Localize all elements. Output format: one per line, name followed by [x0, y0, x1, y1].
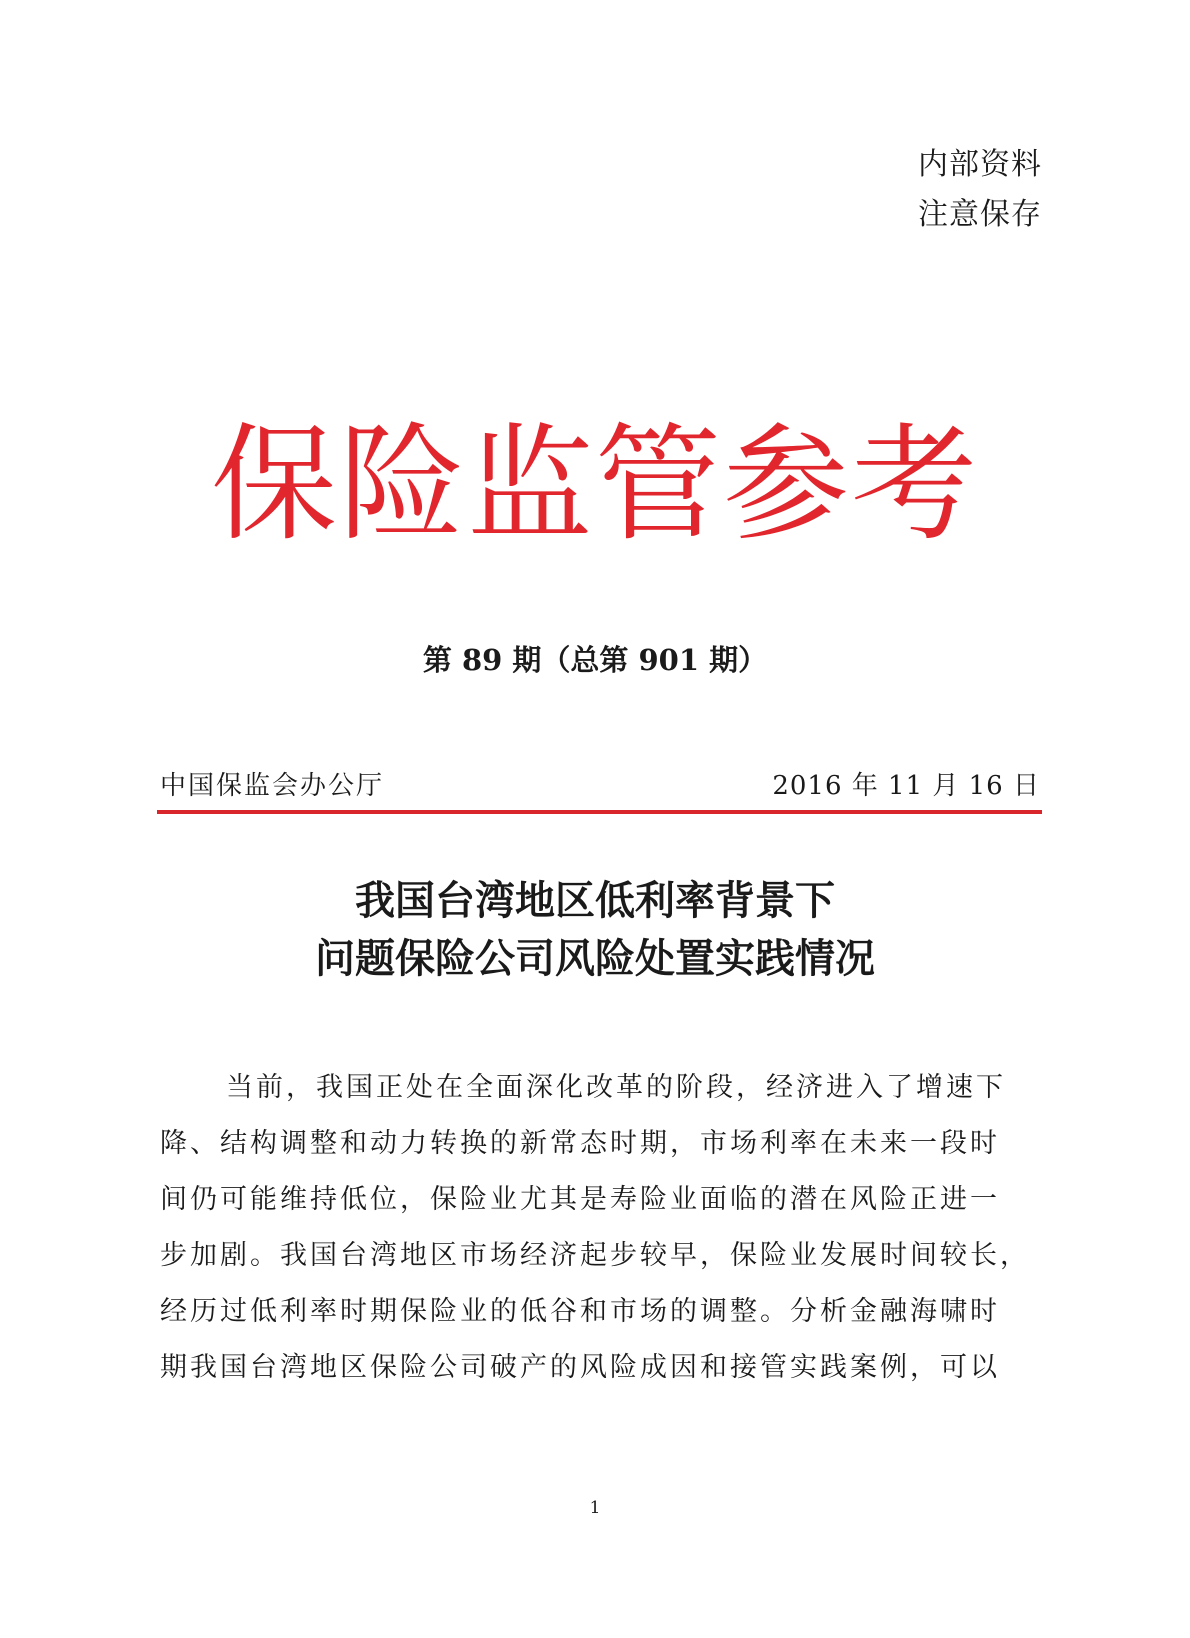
issue-number: 第 89 期（总第 901 期）: [422, 643, 768, 677]
body-line: 当前，我国正处在全面深化改革的阶段，经济进入了增速下: [226, 1072, 1006, 1103]
issuer-row: [160, 766, 1040, 806]
classification-mark: [918, 140, 1042, 240]
classification-line-internal: 内部资料: [918, 147, 1042, 182]
body-line: 期我国台湾地区保险公司破产的风险成因和接管实践案例，可以: [160, 1352, 1000, 1383]
body-line: 经历过低利率时期保险业的低谷和市场的调整。分析金融海啸时: [160, 1296, 1000, 1327]
body-paragraph: [160, 1060, 1040, 1396]
body-line: 步加剧。我国台湾地区市场经济起步较早，保险业发展时间较长，: [160, 1240, 1030, 1271]
masthead-title: 保险监管参考: [211, 411, 979, 558]
body-line: 降、结构调整和动力转换的新常态时期，市场利率在未来一段时: [160, 1128, 1000, 1159]
page-number: 1: [589, 1498, 601, 1518]
body-line: 间仍可能维持低位，保险业尤其是寿险业面临的潜在风险正进一: [160, 1184, 1000, 1215]
article-title: [0, 872, 1190, 988]
issuer-name: 中国保监会办公厅: [160, 771, 385, 801]
classification-line-keep: 注意保存: [918, 197, 1042, 232]
issue-date: 2016 年 11 月 16 日: [772, 771, 1040, 801]
article-title-line: 我国台湾地区低利率背景下: [355, 877, 835, 924]
article-title-line: 问题保险公司风险处置实践情况: [315, 935, 875, 982]
red-divider-rule: [157, 810, 1042, 814]
